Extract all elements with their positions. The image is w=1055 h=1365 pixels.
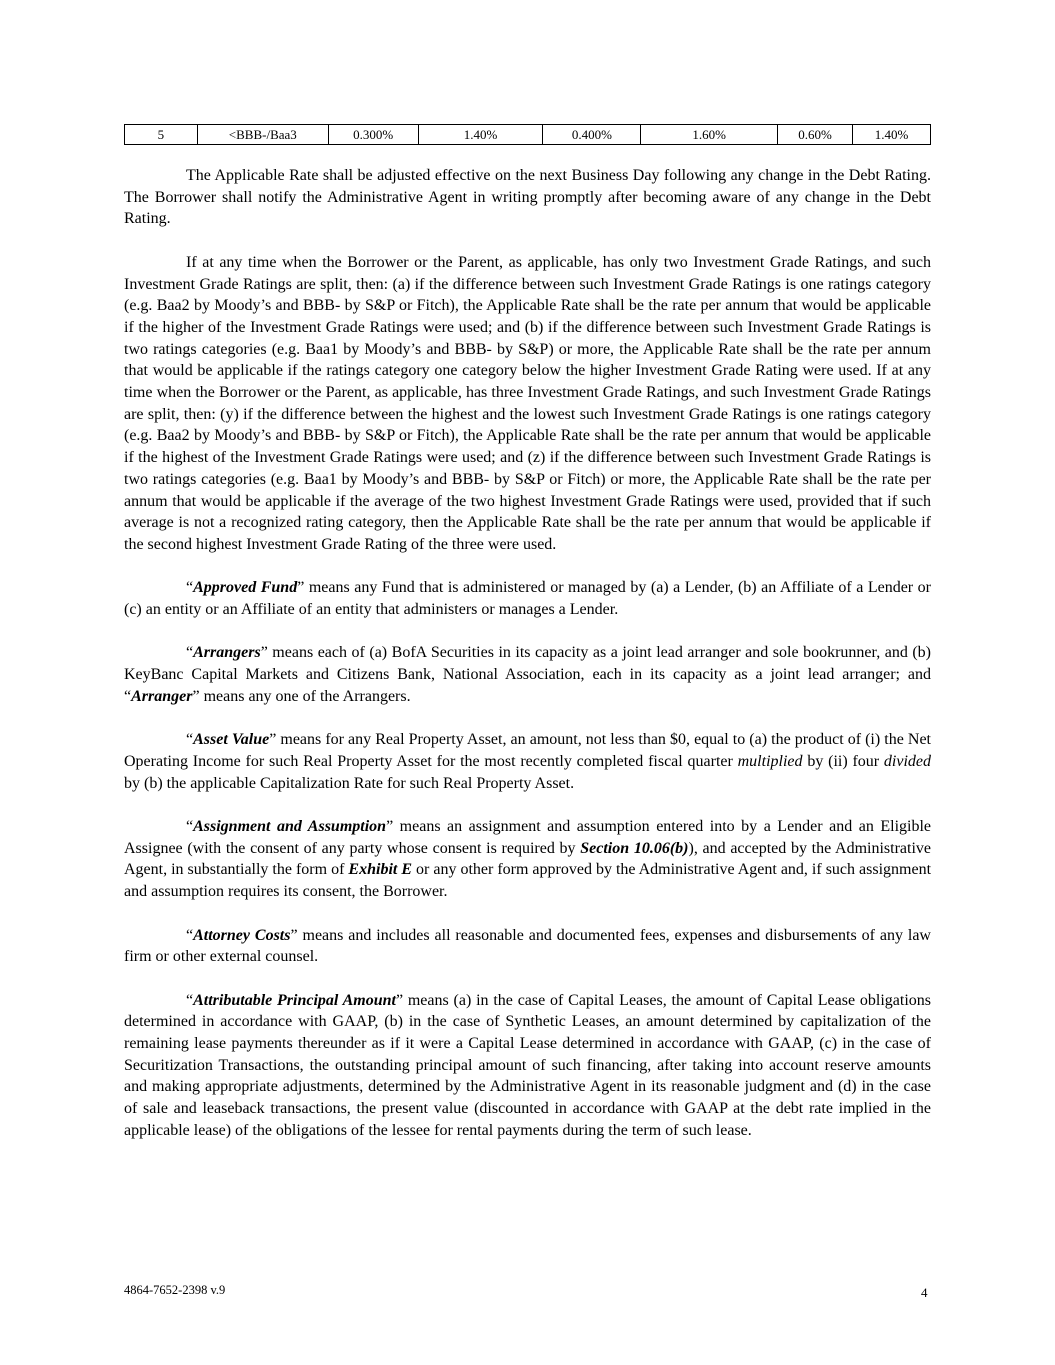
defined-term: Assignment and Assumption	[193, 818, 387, 836]
defined-term: Arrangers	[193, 644, 261, 662]
table-cell-level: 5	[125, 125, 198, 145]
paragraph-split-ratings: If at any time when the Borrower or the Parent, as applicable, has only two Investment Grade Ratings, and such Investment Grade Ratings are split, then: (a) if the difference between such Investment Grade Ratings is one ratings category (e.g. Baa2 by Moody’s and BBB- by S&P or Fitch), the Applicable Rate shall be the rate per annum that would be applicable if the higher of the Investment Grade Ratings were used; and (b) if the difference between such Investment Grade Ratings is two ratings categories (e.g. Baa1 by Moody’s and BBB- by S&P) or more, the Applicable Rate shall be the rate per annum that would be applicable if the ratings category one category below the higher Investment Grade Rating were used. If at any time when the Borrower or the Parent, as applicable, has three Investment Grade Ratings, and such Investment Grade Ratings are split, then: (y) if the difference between the highest and the lowest such Investment Grade Ratings is one ratings category (e.g. Baa2 by Moody’s and BBB- by S&P or Fitch), the Applicable Rate shall be the rate per annum that would be applicable if the highest of the Investment Grade Ratings were used; and (z) if the difference between such Investment Grade Ratings is two ratings categories (e.g. Baa1 by Moody’s and BBB- by S&P or Fitch) or more, the Applicable Rate shall be the rate per annum that would be applicable if the average of the two highest Investment Grade Ratings were used, provided that if such average is not a recognized rating category, then the Applicable Rate shall be the rate per annum that would be applicable if the second highest Investment Grade Rating of the three were used.	[124, 253, 931, 553]
italic-word: multiplied	[737, 752, 803, 770]
definition-text: ” means for any Real Property Asset, an amount, not less than $0, equal to (a) the product of (i) the Net Operating Income for such Real Property Asset for the most recently completed fiscal quarter	[124, 731, 932, 770]
table-cell: 0.60%	[778, 125, 853, 145]
definition-text: or any other form approved by the Administrative Agent and, if such assignment and assumption requires its consent, the Borrower.	[124, 861, 932, 901]
table-cell: 1.40%	[853, 125, 931, 145]
definition-asset-value	[124, 729, 931, 794]
defined-term: Attorney Costs	[193, 926, 291, 944]
open-quote: “	[186, 818, 194, 836]
exhibit-reference: Exhibit E	[348, 861, 413, 879]
definition-text: by (ii) four	[802, 752, 884, 770]
open-quote: “	[186, 579, 194, 597]
defined-term: Attributable Principal Amount	[193, 991, 396, 1009]
defined-term: Approved Fund	[193, 579, 298, 597]
table-cell: 1.60%	[641, 125, 778, 145]
table-cell: 0.300%	[328, 125, 418, 145]
pricing-table	[124, 124, 931, 145]
table-cell-rating: <BBB-/Baa3	[197, 125, 328, 145]
table-cell: 1.40%	[418, 125, 543, 145]
definition-text: ” means and includes all reasonable and documented fees, expenses and disbursements of any law firm or other external counsel.	[124, 926, 931, 966]
definition-text: ” means any one of the Arrangers.	[192, 687, 411, 705]
defined-term: Asset Value	[193, 731, 270, 749]
open-quote: “	[186, 991, 194, 1009]
page-number: 4	[921, 1285, 928, 1300]
definition-assignment-and-assumption	[124, 816, 931, 903]
definition-arrangers	[124, 642, 931, 707]
definition-text: ” means any Fund that is administered or managed by (a) a Lender, (b) an Affiliate of a Lender or (c) an entity or an Affiliate of an entity that administers or manages a Lender.	[124, 579, 931, 619]
definition-text: ” means (a) in the case of Capital Leases, the amount of Capital Lease obligations determined in accordance with GAAP, (b) in the case of Synthetic Leases, an amount determined by capitalization of the remaining lease payments thereunder as if it were a Capital Lease determined in accordance with GAAP, (c) in the case of Securitization Transactions, the outstanding principal amount of such financing, after taking into account reserve amounts and making appropriate adjustments, determined by the Administrative Agent in its reasonable judgment and (d) in the case of sale and leaseback transactions, the present value (discounted in accordance with GAAP at the debt rate implied in the applicable lease) of the obligations of the lessee for rental payments during the term of such lease.	[124, 991, 931, 1139]
definition-approved-fund	[124, 577, 931, 620]
definition-text: ” means an assignment and assumption entered into by a Lender and an Eligible Assignee (with the consent of any party whose consent is required by	[124, 818, 932, 857]
document-id: 4864-7652-2398 v.9	[124, 1283, 226, 1297]
definition-text: by (b) the applicable Capitalization Rate for such Real Property Asset.	[124, 774, 575, 792]
open-quote: “	[186, 644, 194, 662]
definition-attributable-principal-amount	[124, 990, 931, 1142]
definition-text: ), and accepted by the Administrative Agent, in substantially the form of	[124, 839, 932, 879]
table-cell: 0.400%	[543, 125, 641, 145]
open-quote: “	[186, 926, 194, 944]
table-row	[125, 125, 931, 145]
open-quote: “	[186, 731, 194, 749]
italic-word: divided	[883, 752, 931, 770]
paragraph-rate-adjustment: The Applicable Rate shall be adjusted effective on the next Business Day following any change in the Debt Rating. The Borrower shall notify the Administrative Agent in writing promptly after becoming aware of any change in the Debt Rating.	[124, 167, 931, 228]
section-reference: Section 10.06(b)	[580, 839, 689, 857]
definition-text: ” means each of (a) BofA Securities in its capacity as a joint lead arranger and sole bookrunner, and (b) KeyBanc Capital Markets and Citizens Bank, National Association, each in its capacity as a joint lead arranger; and “	[124, 644, 931, 705]
document-body	[124, 124, 931, 1163]
defined-term: Arranger	[131, 687, 193, 705]
definition-attorney-costs	[124, 925, 931, 968]
